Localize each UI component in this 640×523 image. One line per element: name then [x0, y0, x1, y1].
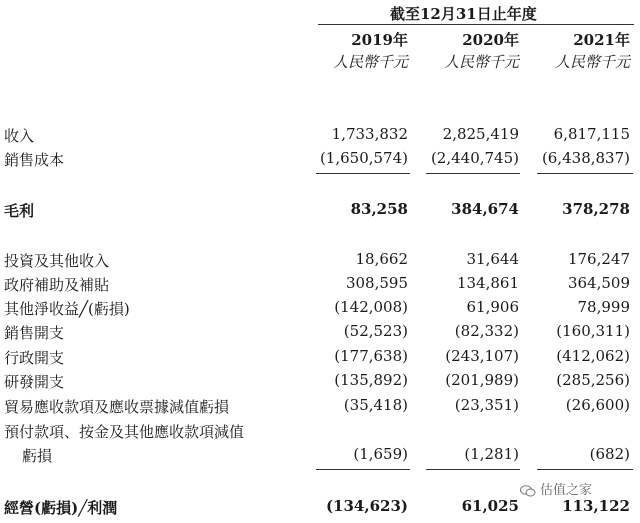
value-2019: (134,623) — [325, 497, 408, 515]
value-2019: (135,892) — [334, 371, 408, 389]
row-label: 收入 — [4, 127, 35, 145]
table-row — [0, 274, 640, 298]
table-row — [0, 149, 640, 173]
value-2020: (201,989) — [445, 371, 519, 389]
value-2021: 364,509 — [567, 274, 630, 292]
value-2021: 176,247 — [567, 250, 630, 268]
value-2020: (2,440,745) — [430, 149, 519, 167]
value-2020: (1,281) — [464, 445, 519, 463]
table-row — [0, 421, 640, 445]
table-row-continuation — [0, 445, 640, 469]
value-2021: 113,122 — [562, 497, 630, 515]
value-2019: (1,659) — [353, 445, 408, 463]
row-label: 貿易應收款項及應收票據減值虧損 — [4, 398, 230, 416]
subtotal-rule-2019 — [316, 173, 410, 174]
value-2020: (23,351) — [454, 396, 519, 414]
watermark-overlay — [520, 479, 592, 498]
value-2019: (177,638) — [334, 347, 408, 365]
table-row — [0, 371, 640, 395]
value-2020: 2,825,419 — [442, 125, 519, 143]
unit-2019: 人民幣千元 — [332, 53, 408, 71]
value-2019: 18,662 — [355, 250, 408, 268]
watermark-label: 估值之家 — [540, 483, 593, 498]
value-2020: 134,861 — [456, 274, 519, 292]
value-2021: (26,600) — [565, 396, 630, 414]
wechat-icon — [520, 485, 536, 497]
value-2019: (52,523) — [343, 322, 408, 340]
year-2019-header: 2019年 — [351, 31, 408, 49]
table-row — [0, 250, 640, 274]
value-2021: 378,278 — [562, 200, 630, 218]
row-label: 銷售開支 — [4, 324, 65, 342]
table-row — [0, 497, 640, 521]
row-label: 政府補助及補貼 — [4, 276, 110, 294]
subtotal-rule-2020 — [426, 469, 520, 470]
row-label: 毛利 — [4, 202, 35, 220]
value-2019: (35,418) — [343, 396, 408, 414]
value-2019: (142,008) — [334, 298, 408, 316]
table-row — [0, 298, 640, 322]
value-2021: 78,999 — [577, 298, 630, 316]
row-label-continuation: 虧損 — [22, 447, 53, 465]
value-2021: (6,438,837) — [541, 149, 630, 167]
subtotal-rule-2019 — [316, 469, 410, 470]
unit-2020: 人民幣千元 — [443, 53, 519, 71]
table-row — [0, 322, 640, 346]
year-2021-header: 2021年 — [573, 31, 630, 49]
subtotal-rule-2020 — [426, 173, 520, 174]
value-2021: (682) — [589, 445, 630, 463]
value-2020: (243,107) — [445, 347, 519, 365]
row-label: 投資及其他收入 — [4, 252, 110, 270]
row-label: 其他淨收益╱(虧損) — [4, 300, 130, 318]
row-label: 行政開支 — [4, 349, 65, 367]
row-label: 經營(虧損)╱利潤 — [4, 499, 118, 517]
year-2020-header: 2020年 — [462, 31, 519, 49]
table-row — [0, 347, 640, 371]
value-2019: 1,733,832 — [331, 125, 408, 143]
period-underline — [318, 24, 634, 25]
value-2020: 61,025 — [461, 497, 519, 515]
value-2020: 384,674 — [451, 200, 519, 218]
value-2021: (285,256) — [556, 371, 630, 389]
period-header: 截至12月31日止年度 — [390, 5, 537, 23]
value-2021: (412,062) — [556, 347, 630, 365]
table-row — [0, 200, 640, 224]
row-label: 研發開支 — [4, 373, 65, 391]
table-row — [0, 396, 640, 420]
subtotal-rule-2021 — [537, 469, 633, 470]
value-2020: (82,332) — [454, 322, 519, 340]
row-label: 銷售成本 — [4, 151, 65, 169]
row-label: 預付款項、按金及其他應收款項減值 — [4, 423, 245, 441]
value-2019: 308,595 — [345, 274, 408, 292]
subtotal-rule-2021 — [537, 173, 633, 174]
table-row — [0, 125, 640, 149]
value-2020: 31,644 — [466, 250, 519, 268]
value-2021: (160,311) — [556, 322, 630, 340]
value-2021: 6,817,115 — [553, 125, 630, 143]
value-2020: 61,906 — [466, 298, 519, 316]
value-2019: 83,258 — [350, 200, 408, 218]
value-2019: (1,650,574) — [319, 149, 408, 167]
unit-2021: 人民幣千元 — [554, 53, 630, 71]
